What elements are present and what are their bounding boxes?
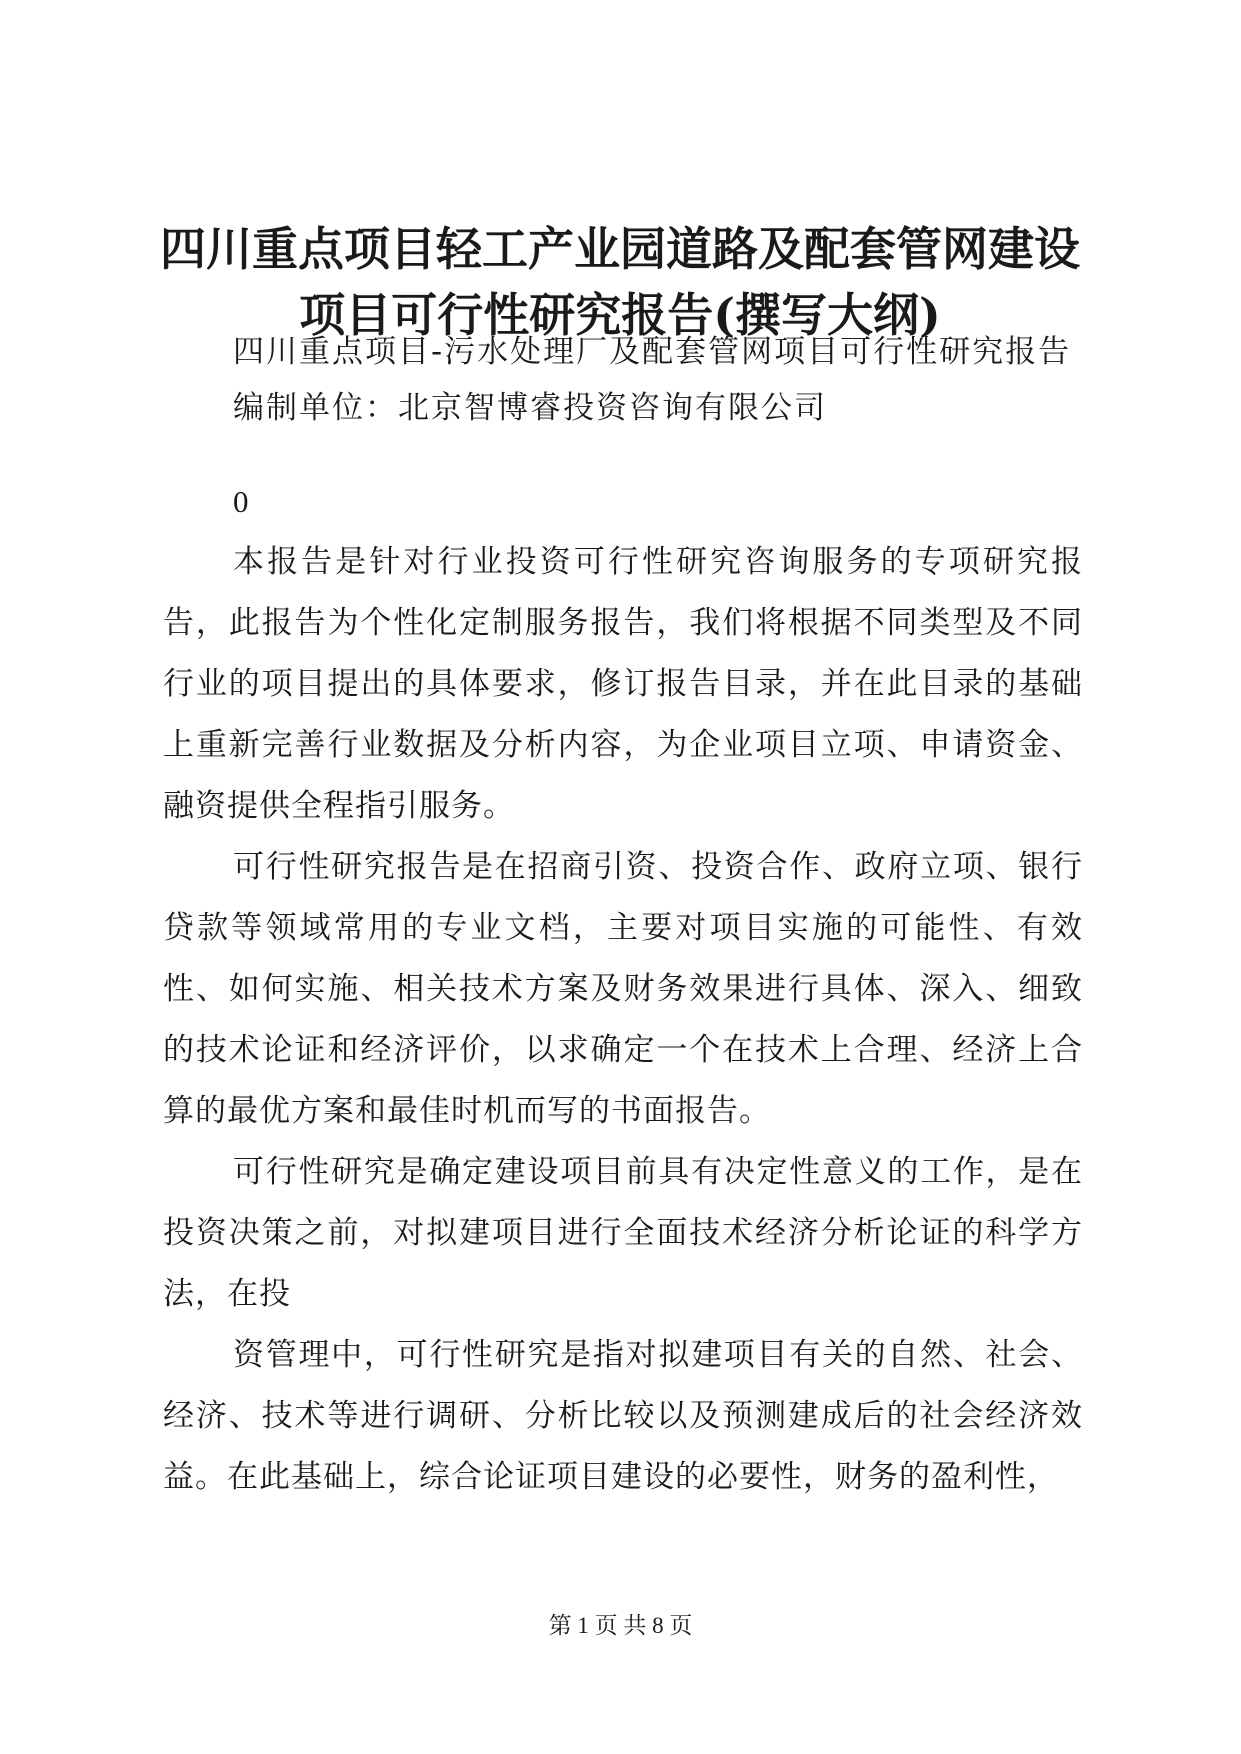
paragraph: 可行性研究报告是在招商引资、投资合作、政府立项、银行贷款等领域常用的专业文档，主要对项目实施的可能性、有效性、如何实施、相关技术方案及财务效果进行具体、深入、细致的技术论证和经济评价，以求确定一个在技术上合理、经济上合算的最优方案和最佳时机而写的书面报告。	[163, 849, 1083, 1129]
body-text	[163, 837, 1083, 1142]
title-line-2: 项目可行性研究报告(撰写大纲)	[299, 288, 941, 342]
title-line-1: 四川重点项目轻工产业园道路及配套管网建设	[160, 222, 1080, 276]
page-footer: 第 1 页 共 8 页	[548, 1613, 693, 1638]
paragraph: 资管理中，可行性研究是指对拟建项目有关的自然、社会、经济、技术等进行调研、分析比较以及预测建成后的社会经济效益。在此基础上，综合论证项目建设的必要性，财务的盈利性，	[163, 1337, 1083, 1495]
body-text	[163, 1325, 1083, 1508]
paragraph: 本报告是针对行业投资可行性研究咨询服务的专项研究报告，此报告为个性化定制服务报告，我们将根据不同类型及不同行业的项目提出的具体要求，修订报告目录，并在此目录的基础上重新完善行业数据及分析内容，为企业项目立项、申请资金、融资提供全程指引服务。	[163, 544, 1083, 824]
body-text	[163, 1142, 1083, 1325]
compiler-line: 编制单位：北京智博睿投资咨询有限公司	[233, 390, 827, 426]
page-marker: 0	[233, 484, 249, 519]
paragraph: 可行性研究是确定建设项目前具有决定性意义的工作，是在投资决策之前，对拟建项目进行全面技术经济分析论证的科学方法，在投	[163, 1154, 1083, 1312]
document-subtitle: 四川重点项目-污水处理厂及配套管网项目可行性研究报告	[233, 334, 1072, 370]
body-text	[163, 532, 1083, 837]
